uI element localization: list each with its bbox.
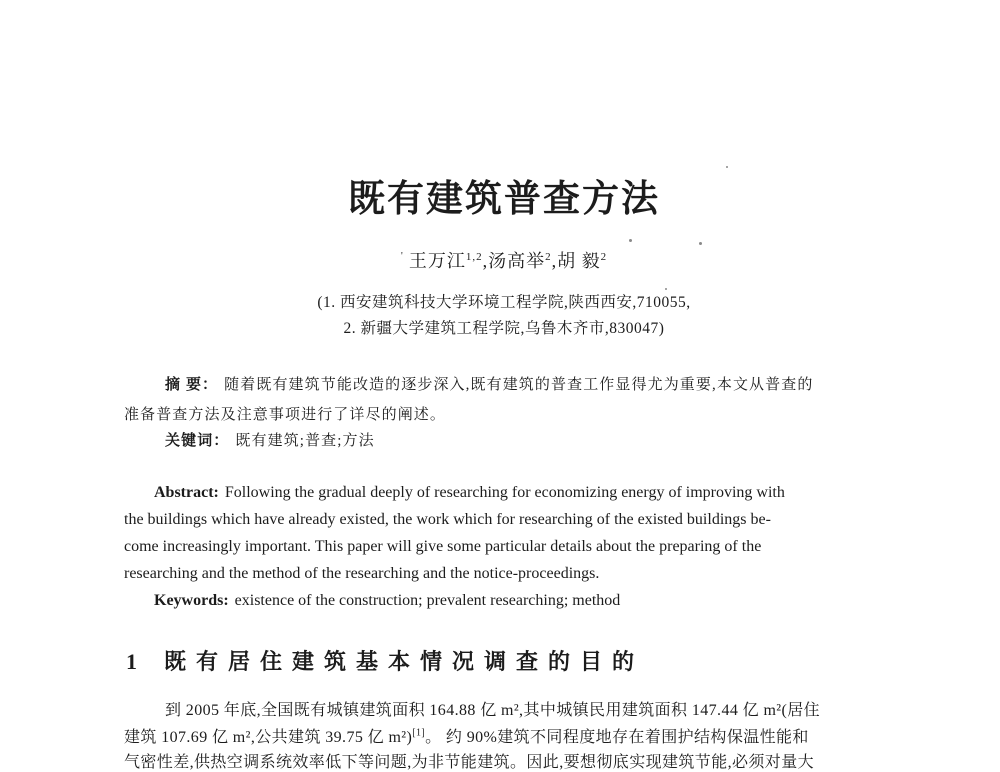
abstract-cn-line-2: 准备普查方法及注意事项进行了详尽的阐述。: [124, 407, 447, 423]
abstract-cn-label: 摘 要：: [165, 377, 219, 393]
abstract-en-text-1: Following the gradual deeply of researching for economizing energy of improving with: [224, 484, 785, 501]
authors-line: [124, 247, 884, 273]
scan-tick-mark: ': [400, 250, 404, 262]
affiliations-block: [124, 290, 884, 342]
author-affil-sup-2: 2: [545, 251, 552, 263]
section-1-heading: [126, 645, 644, 676]
affiliation-line-1: (1. 西安建筑科技大学环境工程学院,陕西西安,710055,: [317, 294, 691, 311]
citation-reference: [1]: [412, 727, 426, 739]
abstract-cn-text-1: 随着既有建筑节能改造的逐步深入,既有建筑的普查工作显得尤为重要,本文从普查的: [224, 377, 814, 393]
author-name-1: 王万江: [408, 251, 466, 271]
section-number: 1: [126, 649, 137, 674]
abstract-en-line-4: researching and the method of the researching and the notice-proceedings.: [124, 565, 600, 582]
abstract-cn-line-1: [124, 373, 813, 394]
body-paragraph-line-3-clipped: 气密性差,供热空调系统效率低下等问题,为非节能建筑。因此,要想彻底实现建筑节能,必须对量大: [124, 754, 815, 771]
body-text-2b: 。 约 90%建筑不同程度地存在着围护结构保温性能和: [425, 729, 809, 746]
keywords-cn-text: 既有建筑;普查;方法: [235, 433, 375, 449]
abstract-en-line-3: come increasingly important. This paper will give some particular details about the preparing of the: [124, 538, 762, 555]
paper-title: 既有建筑普查方法: [348, 179, 660, 220]
author-separator: ,: [551, 251, 558, 271]
body-text-2a: 建筑 107.69 亿 m²,公共建筑 39.75 亿 m²): [124, 729, 413, 746]
abstract-en-line-1: [124, 484, 785, 502]
keywords-en-label: Keywords:: [154, 592, 229, 609]
abstract-en-line-2: the buildings which have already existed, the work which for researching of the existed buildings be-: [124, 511, 771, 528]
body-paragraph-line-2: [124, 724, 809, 747]
author-affil-sup-3: 2: [600, 251, 608, 263]
section-title: 既有居住建筑基本情况调查的目的: [164, 649, 645, 674]
affiliation-line-2: 2. 新疆大学建筑工程学院,乌鲁木齐市,830047): [343, 320, 665, 337]
abstract-en-label: Abstract:: [154, 484, 219, 501]
keywords-en-line: [124, 592, 620, 610]
body-paragraph-line-1: 到 2005 年底,全国既有城镇建筑面积 164.88 亿 m²,其中城镇民用建筑面积 147.44 亿 m²(居住: [165, 702, 821, 719]
author-name-3: 胡 毅: [557, 251, 601, 271]
keywords-cn-label: 关键词：: [165, 433, 230, 449]
keywords-cn-line: [124, 429, 375, 450]
author-separator: ,: [482, 251, 489, 271]
page-content: [124, 0, 884, 771]
author-affil-sup-1: 1,2: [465, 251, 483, 263]
author-name-2: 汤高举: [488, 251, 546, 271]
keywords-en-text: existence of the construction; prevalent researching; method: [234, 592, 621, 609]
